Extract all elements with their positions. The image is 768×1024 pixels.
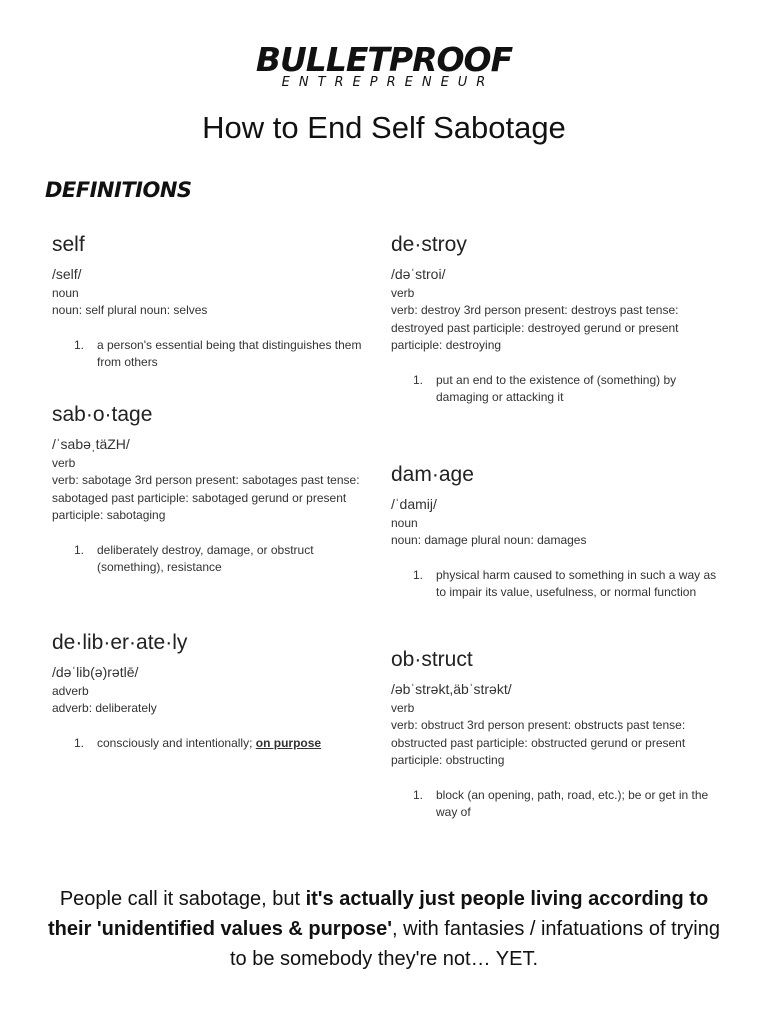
entry-pronunciation: /self/ xyxy=(52,266,82,282)
entry-pronunciation: /əbˈstrəkt,äbˈstrəkt/ xyxy=(391,681,512,697)
definition-number: 1. xyxy=(74,735,85,750)
entry-definition xyxy=(52,735,382,752)
definition-entry xyxy=(52,630,382,752)
entry-part-of-speech: noun xyxy=(52,286,79,300)
definition-text: physical harm caused to something in such a way as to impair its value, usefulness, or normal function xyxy=(436,567,717,599)
entry-forms: noun: damage plural noun: damages xyxy=(391,533,587,547)
entry-part-of-speech: verb xyxy=(391,701,415,715)
definition-entry xyxy=(391,647,721,821)
entry-pronunciation: /ˈsabəˌtäZH/ xyxy=(52,436,130,452)
definition-number: 1. xyxy=(74,542,85,557)
entry-definition xyxy=(391,372,721,406)
definition-text: consciously and intentionally; xyxy=(97,735,256,750)
entry-word: de·stroy xyxy=(391,233,467,256)
entry-forms: verb: destroy 3rd person present: destroys past tense: destroyed past participle: destroyed gerund or present participle: destroying xyxy=(391,303,679,352)
page-title: How to End Self Sabotage xyxy=(202,110,566,145)
entry-part-of-speech: verb xyxy=(391,286,415,300)
entry-word: ob·struct xyxy=(391,648,473,671)
entry-part-of-speech: adverb xyxy=(52,684,89,698)
closing-part-2: , with fantasies / infatuations of trying to be somebody they're not… YET. xyxy=(229,918,720,970)
entry-word: sab·o·tage xyxy=(52,403,153,426)
entry-definition xyxy=(391,567,721,601)
definition-number: 1. xyxy=(413,372,424,387)
entry-word: self xyxy=(52,233,85,256)
definition-text: put an end to the existence of (something) by damaging or attacking it xyxy=(436,372,677,404)
brand-logo xyxy=(0,42,768,90)
definition-text: a person's essential being that distinguishes them from others xyxy=(97,337,362,369)
definition-number: 1. xyxy=(413,787,424,802)
entry-part-of-speech: noun xyxy=(391,516,418,530)
definition-number: 1. xyxy=(74,337,85,352)
logo-tagline: ENTREPRENEUR xyxy=(281,75,495,90)
entry-forms: verb: obstruct 3rd person present: obstructs past tense: obstructed past participle: obstructed gerund or present participle: obstructing xyxy=(391,718,686,767)
entry-definition xyxy=(52,542,382,576)
entry-part-of-speech: verb xyxy=(52,456,76,470)
entry-pronunciation: /ˈdamij/ xyxy=(391,496,437,512)
definition-entry xyxy=(391,462,721,601)
entry-forms: noun: self plural noun: selves xyxy=(52,303,208,317)
definition-text: deliberately destroy, damage, or obstruct (something), resistance xyxy=(97,542,314,574)
entry-word: de·lib·er·ate·ly xyxy=(52,631,188,654)
entry-forms: verb: sabotage 3rd person present: sabotages past tense: sabotaged past participle: sabotaged gerund or present participle: sabotaging xyxy=(52,473,360,522)
entry-definition xyxy=(391,787,721,821)
definition-entry xyxy=(52,232,382,371)
entry-definition xyxy=(52,337,382,371)
closing-part-1: People call it sabotage, but xyxy=(59,888,306,910)
closing-bold: it's actually just people living according to their 'unidentified values & purpose' xyxy=(48,888,709,940)
closing-statement xyxy=(40,884,728,974)
definition-entry xyxy=(52,402,382,576)
definition-entry xyxy=(391,232,721,406)
entry-forms: adverb: deliberately xyxy=(52,701,157,715)
entry-pronunciation: /dəˈlib(ə)rətlē/ xyxy=(52,664,139,680)
section-heading: DEFINITIONS xyxy=(45,178,192,202)
definition-text: block (an opening, path, road, etc.); be or get in the way of xyxy=(436,787,709,819)
definition-number: 1. xyxy=(413,567,424,582)
logo-wordmark: BULLETPROOF xyxy=(255,40,513,79)
entry-word: dam·age xyxy=(391,463,474,486)
on-purpose-link[interactable]: on purpose xyxy=(255,735,322,750)
entry-pronunciation: /dəˈstroi/ xyxy=(391,266,446,282)
